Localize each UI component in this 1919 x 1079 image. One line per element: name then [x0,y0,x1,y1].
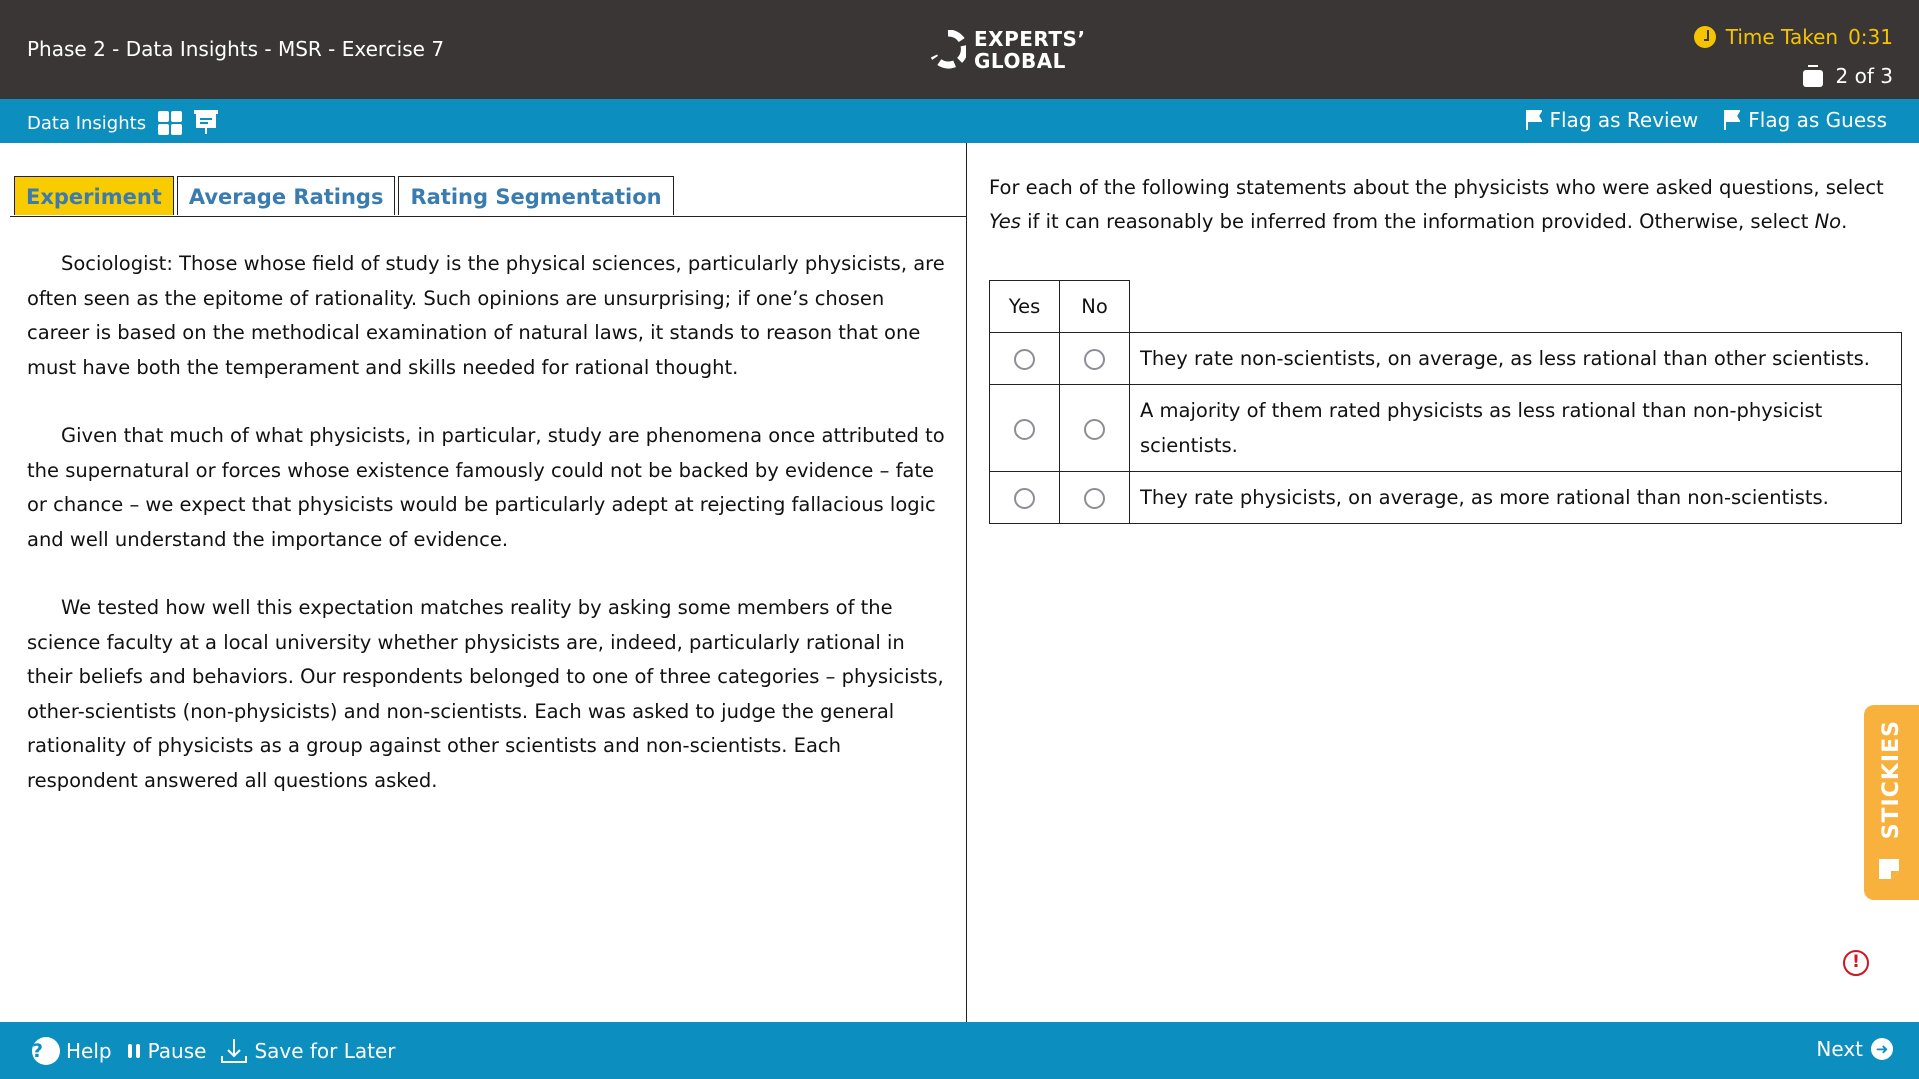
tab-average-ratings[interactable]: Average Ratings [177,176,396,215]
stickies-button[interactable] [1864,705,1919,900]
time-label: Time Taken [1725,25,1839,49]
calculator-icon[interactable] [158,111,182,135]
time-value: 0:31 [1848,25,1893,49]
statement: A majority of them rated physicists as less rational than non-physicist scientists. [1130,385,1902,472]
logo-text-1: EXPERTS’ [974,27,1086,51]
help-label: Help [66,1039,112,1063]
logo-text-2: GLOBAL [974,49,1066,73]
col-yes: Yes [990,281,1060,333]
section-label: Data Insights [27,112,147,134]
download-icon [220,1038,248,1064]
clock-icon [1694,26,1716,48]
flag-review-label: Flag as Review [1549,108,1699,132]
tab-rating-segmentation[interactable]: Rating Segmentation [398,176,673,215]
save-label: Save for Later [254,1039,396,1063]
question-count: 2 of 3 [1835,64,1893,88]
flag-guess-label: Flag as Guess [1748,108,1887,132]
header-blank [1130,281,1902,333]
toolbar [0,99,1919,143]
col-no: No [1060,281,1130,333]
answer-table [989,280,1902,524]
flag-icon [1526,110,1542,130]
table-row [990,385,1902,472]
help-icon: ? [32,1037,60,1065]
save-for-later-button[interactable] [220,1038,395,1064]
pause-label: Pause [147,1039,207,1063]
next-label: Next [1816,1037,1863,1061]
timer [1694,25,1893,49]
arrow-right-icon: ➜ [1871,1038,1893,1060]
table-row [990,333,1902,385]
passage-panel [0,143,967,1022]
no-radio[interactable] [1084,419,1105,440]
no-radio[interactable] [1084,488,1105,509]
instr-text: if it can reasonably be inferred from the information provided. Otherwise, select [1020,210,1815,233]
top-header [0,0,1919,99]
paragraph: Sociologist: Those whose field of study is the physical sciences, particularly physicists, are often seen as the epitome of rationality. Such opinions are unsurprising; if one’s chosen career is based on the methodical examination of natural laws, it stands to reason that one must have both the temperament and skills needed for rational thought. [27,252,945,379]
logo [930,28,1086,72]
paragraph: Given that much of what physicists, in particular, study are phenomena once attributed to the supernatural or forces whose existence famously could not be backed by evidence – fate or chance – we expect that physicists would be particularly adept at rejecting fallacious logic and well understand the importance of evidence. [27,424,945,551]
logo-icon [930,30,966,70]
table-row [990,472,1902,524]
instr-text: For each of the following statements about the physicists who were asked questions, select [989,176,1884,199]
pause-icon [126,1043,142,1059]
question-panel [968,143,1919,1022]
instr-yes: Yes [989,210,1021,233]
tab-experiment[interactable]: Experiment [14,176,174,215]
yes-radio[interactable] [1014,419,1035,440]
help-button[interactable] [32,1037,112,1065]
next-button[interactable] [1816,1037,1893,1061]
tab-bar [14,176,674,215]
instructions [989,171,1899,239]
tab-divider [10,216,966,217]
yes-radio[interactable] [1014,349,1035,370]
pause-button[interactable] [126,1039,207,1063]
instr-no: No [1814,210,1842,233]
instr-text: . [1841,210,1848,233]
questions-icon [1802,65,1824,87]
statement: They rate non-scientists, on average, as less rational than other scientists. [1130,333,1902,385]
no-radio[interactable] [1084,349,1105,370]
whiteboard-icon[interactable] [194,110,218,136]
flag-guess-button[interactable] [1724,108,1887,132]
statement: They rate physicists, on average, as more rational than non-scientists. [1130,472,1902,524]
flag-icon [1724,110,1740,130]
stickies-label: STICKIES [1879,720,1904,840]
yes-radio[interactable] [1014,488,1035,509]
passage-text [27,247,947,832]
exam-title: Phase 2 - Data Insights - MSR - Exercise 7 [27,37,445,61]
footer-bar [0,1022,1919,1079]
sticky-note-icon [1876,856,1902,882]
question-counter [1802,64,1893,88]
flag-review-button[interactable] [1526,108,1699,132]
paragraph: We tested how well this expectation matches reality by asking some members of the science faculty at a local university whether physicists are, indeed, particularly rational in their beliefs and behaviors. Our respondents belonged to one of three categories – physicists, other-scientists (non-physicists) and non-scientists. Each was asked to judge the general rationality of physicists as a group against other scientists and non-scientists. Each respondent answered all questions asked. [27,596,944,792]
report-error-icon[interactable]: ! [1843,950,1869,976]
